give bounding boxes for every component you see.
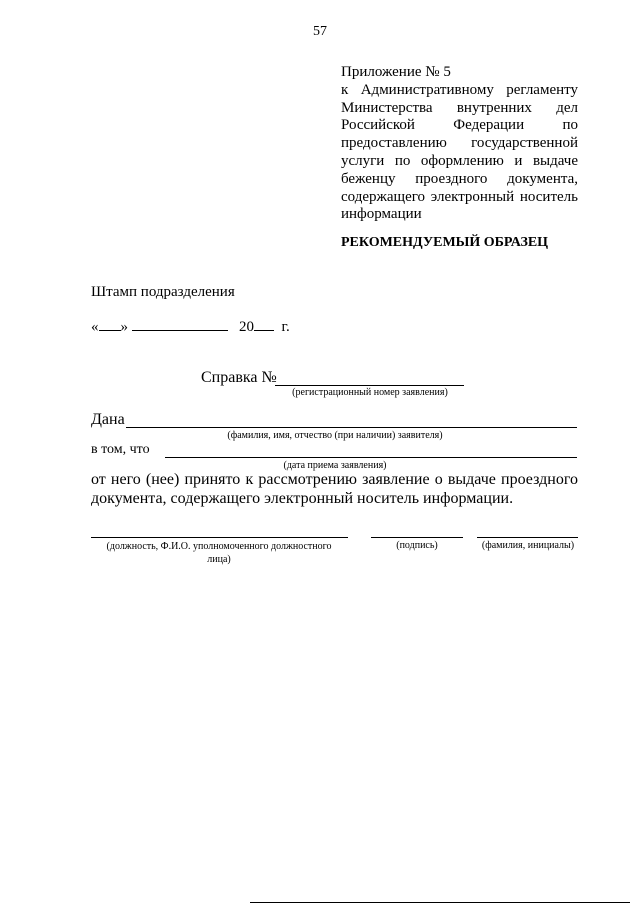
regarding-label: в том, что (91, 442, 150, 457)
appendix-header (341, 64, 578, 224)
year-suffix: г. (281, 319, 290, 335)
surname-hint: (фамилия, инициалы) (481, 540, 575, 551)
body-line: от него (нее) принято к рассмотрению заявление о выдаче проездного (91, 471, 578, 488)
signature-hint: (подпись) (396, 540, 438, 551)
certificate-number-line[interactable] (275, 385, 464, 386)
certificate-label: Справка № (201, 369, 277, 386)
body-line: документа, содержащего электронный носитель информации. (91, 490, 514, 507)
certificate-title (201, 369, 277, 387)
certificate-hint: (регистрационный номер заявления) (292, 387, 448, 398)
appendix-line: содержащего электронный носитель (341, 188, 578, 205)
appendix-line: Российской Федерации по (341, 117, 578, 134)
year-prefix: 20 (239, 319, 254, 335)
official-hint (88, 540, 350, 566)
year-blank[interactable] (254, 316, 274, 331)
month-blank[interactable] (132, 316, 228, 331)
issued-to-line[interactable] (126, 427, 577, 428)
date-field (91, 316, 290, 336)
signature-line[interactable] (371, 537, 463, 538)
issued-to-hint: (фамилия, имя, отчество (при наличии) заявителя) (227, 430, 443, 441)
stamp-label: Штамп подразделения (91, 284, 235, 300)
appendix-line: предоставлению государственной (341, 135, 578, 152)
day-blank[interactable] (99, 316, 121, 331)
appendix-line: Приложение № 5 (341, 64, 451, 80)
date-open-quote: « (91, 319, 99, 335)
official-hint-line: лица) (207, 554, 231, 565)
appendix-line: информации (341, 206, 422, 223)
regarding-line[interactable] (165, 457, 577, 458)
footer-rule (250, 902, 630, 903)
body-text (91, 470, 578, 508)
sample-label: РЕКОМЕНДУЕМЫЙ ОБРАЗЕЦ (341, 235, 549, 250)
issued-to-label: Дана (91, 411, 125, 428)
page-number: 57 (313, 24, 327, 39)
regarding-hint: (дата приема заявления) (283, 460, 387, 471)
appendix-line: к Административному регламенту (341, 81, 578, 98)
appendix-line: Министерства внутренних дел (341, 99, 578, 116)
official-hint-line: (должность, Ф.И.О. уполномоченного должностного (106, 541, 332, 552)
date-close-quote: » (120, 319, 128, 335)
surname-line[interactable] (477, 537, 578, 538)
appendix-line: услуги по оформлению и выдаче (341, 152, 578, 169)
official-line[interactable] (91, 537, 348, 538)
appendix-line: беженцу проездного документа, (341, 170, 578, 187)
